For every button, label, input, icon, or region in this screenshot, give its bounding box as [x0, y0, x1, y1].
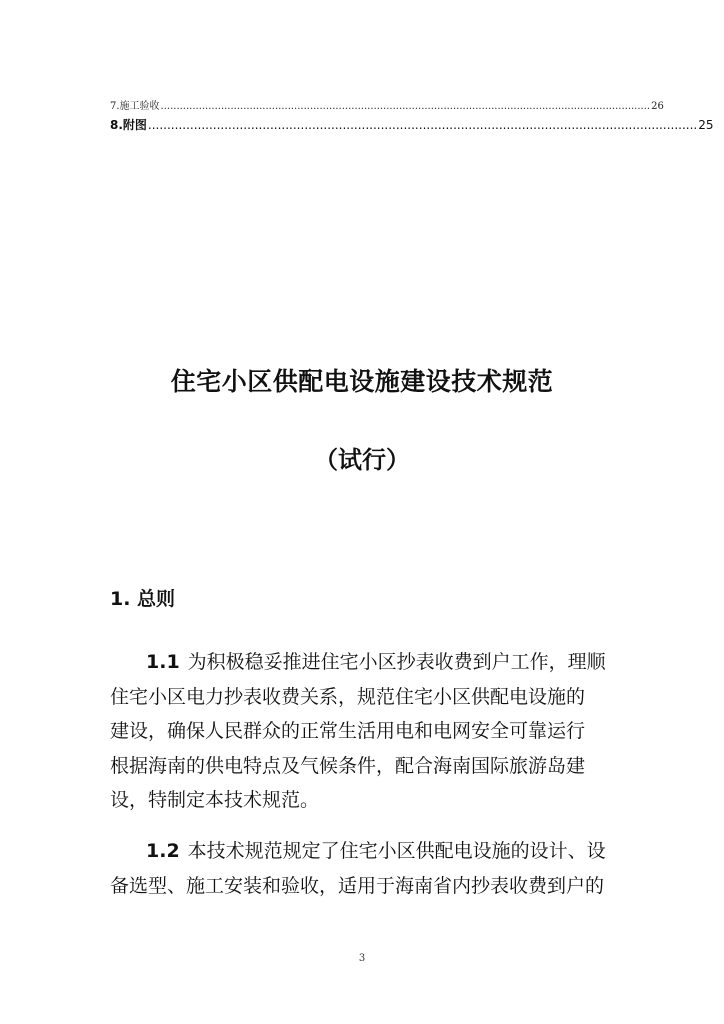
paragraph-line: 设，特制定本技术规范。	[110, 789, 320, 811]
toc-leader-dots: ..........................................................................................................................................................	[160, 101, 651, 112]
document-title: 住宅小区供配电设施建设技术规范	[170, 367, 554, 396]
document-subtitle: （试行）	[314, 446, 410, 474]
paragraph-line: 1.2 本技术规范规定了住宅小区供配电设施的设计、设	[146, 840, 606, 862]
section-heading: 1. 总则	[110, 588, 176, 610]
clause-number: 1.2	[146, 840, 180, 862]
page-number: 3	[358, 953, 366, 964]
clause-1-2	[110, 834, 620, 903]
clause-1-1	[110, 645, 620, 818]
clause-number: 1.1	[146, 651, 180, 673]
toc-leader-dots: ................................................................................................................................................	[147, 118, 698, 132]
toc-page-number: 26	[651, 101, 664, 112]
toc-entry-title: 8.附图	[110, 118, 147, 132]
paragraph-line: 住宅小区电力抄表收费关系，规范住宅小区供配电设施的	[110, 685, 586, 708]
paragraph-line: 建设，确保人民群众的正常生活用电和电网安全可靠运行	[110, 720, 586, 742]
paragraph-line: 1.1 为积极稳妥推进住宅小区抄表收费到户工作，理顺	[146, 651, 606, 673]
toc-entry-8[interactable]	[110, 116, 714, 133]
toc-entry-7[interactable]	[110, 97, 664, 112]
toc-entry-title: 7.施工验收	[110, 101, 160, 112]
toc-page-number: 25	[698, 118, 714, 132]
paragraph-line: 备选型、施工安装和验收，适用于海南省内抄表收费到户的	[110, 874, 605, 897]
paragraph-line: 根据海南的供电特点及气候条件，配合海南国际旅游岛建	[110, 754, 586, 777]
